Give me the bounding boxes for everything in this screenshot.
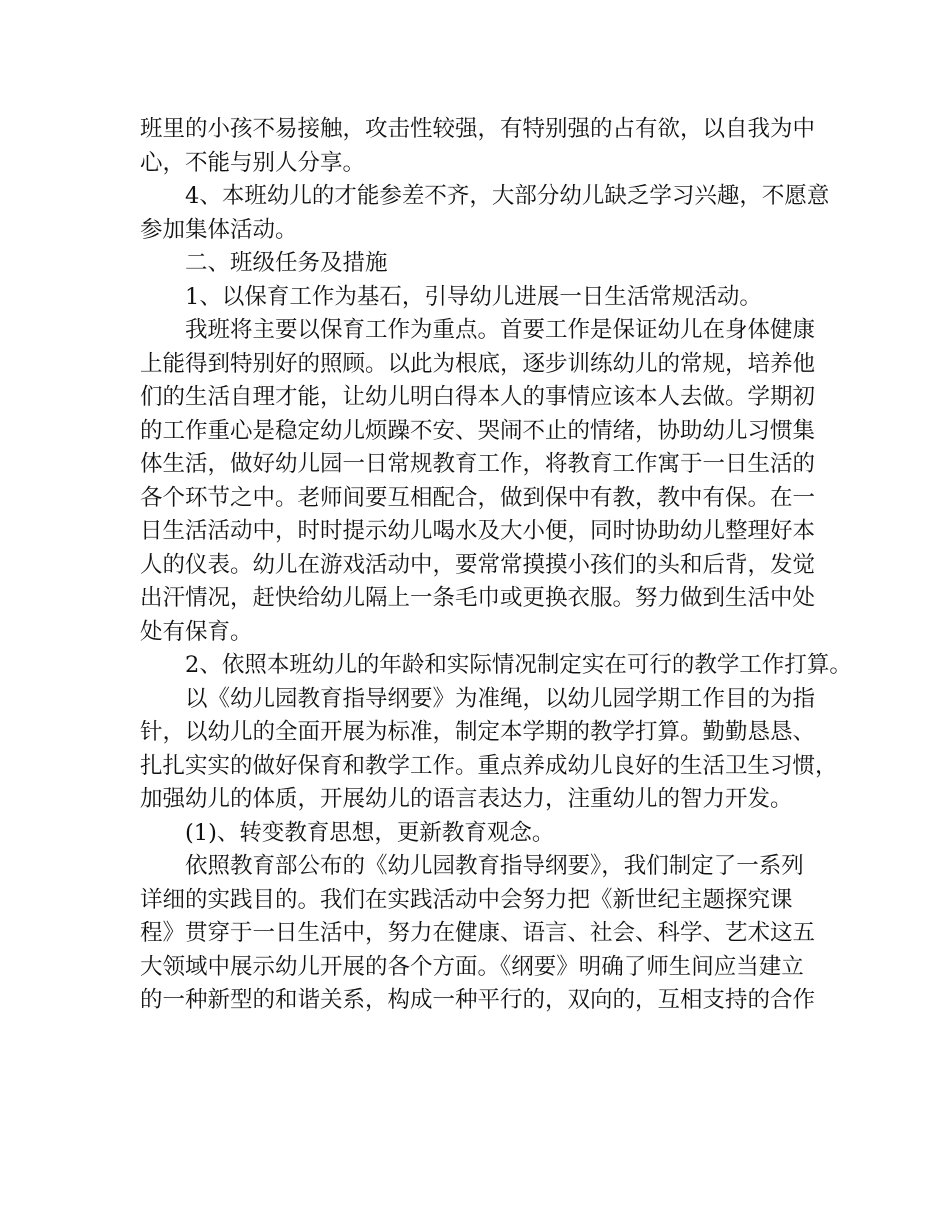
text-line: 针，以幼儿的全面开展为标准，制定本学期的教学打算。勤勤恳恳、 [140,719,816,745]
section-heading: 二、班级任务及措施 [185,250,388,276]
text-line: 们的生活自理才能，让幼儿明白得本人的事情应该本人去做。学期初 [140,384,816,410]
paragraph-start: 我班将主要以保育工作为重点。首要工作是保证幼儿在身体健康 [185,317,816,343]
text-line: 大领域中展示幼儿开展的各个方面。《纲要》明确了师生间应当建立 [140,953,804,980]
subsection-heading: (1)、转变教育思想，更新教育观念。 [185,819,555,846]
numbered-item: 4、本班幼儿的才能参差不齐，大部分幼儿缺乏学习兴趣，不愿意 [185,183,830,209]
text-line: 心，不能与别人分享。 [140,149,366,176]
body-text [140,113,852,1018]
text-line: 各个环节之中。老师间要互相配合，做到保中有教，教中有保。在一 [140,484,816,511]
text-line: 班里的小孩不易接触，攻击性较强，有特别强的占有欲，以自我为中 [140,116,816,142]
numbered-item: 1、以保育工作为基石，引导幼儿进展一日生活常规活动。 [185,283,762,310]
text-line: 人的仪表。幼儿在游戏活动中，要常常摸摸小孩们的头和后背，发觉 [140,551,816,578]
text-line: 详细的实践目的。我们在实践活动中会努力把《新世纪主题探究课 [140,886,793,913]
text-line: 的工作重心是稳定幼儿烦躁不安、哭闹不止的情绪，协助幼儿习惯集 [140,417,816,444]
text-line: 体生活，做好幼儿园一日常规教育工作，将教育工作寓于一日生活的 [140,451,816,477]
paragraph-start: 以《幼儿园教育指导纲要》为准绳，以幼儿园学期工作目的为指 [185,685,816,712]
text-line: 出汗情况，赶快给幼儿隔上一条毛巾或更换衣服。努力做到生活中处 [140,585,816,611]
text-line: 的一种新型的和谐关系，构成一种平行的，双向的，互相支持的合作 [140,987,816,1013]
numbered-item: 2、依照本班幼儿的年龄和实际情况制定实在可行的教学工作打算。 [185,652,852,678]
text-line: 处有保育。 [140,618,253,645]
text-line: 日生活活动中，时时提示幼儿喝水及大小便，同时协助幼儿整理好本 [140,518,816,544]
text-line: 程》贯穿于一日生活中，努力在健康、语言、社会、科学、艺术这五 [140,920,816,946]
text-line: 加强幼儿的体质，开展幼儿的语言表达力，注重幼儿的智力开发。 [140,786,793,812]
paragraph-start: 依照教育部公布的《幼儿园教育指导纲要》，我们制定了一系列 [185,853,804,879]
text-line: 上能得到特别好的照顾。以此为根底，逐步训练幼儿的常规，培养他 [140,350,816,377]
text-line: 扎扎实实的做好保育和教学工作。重点养成幼儿良好的生活卫生习惯， [140,752,838,779]
text-line: 参加集体活动。 [140,216,298,243]
